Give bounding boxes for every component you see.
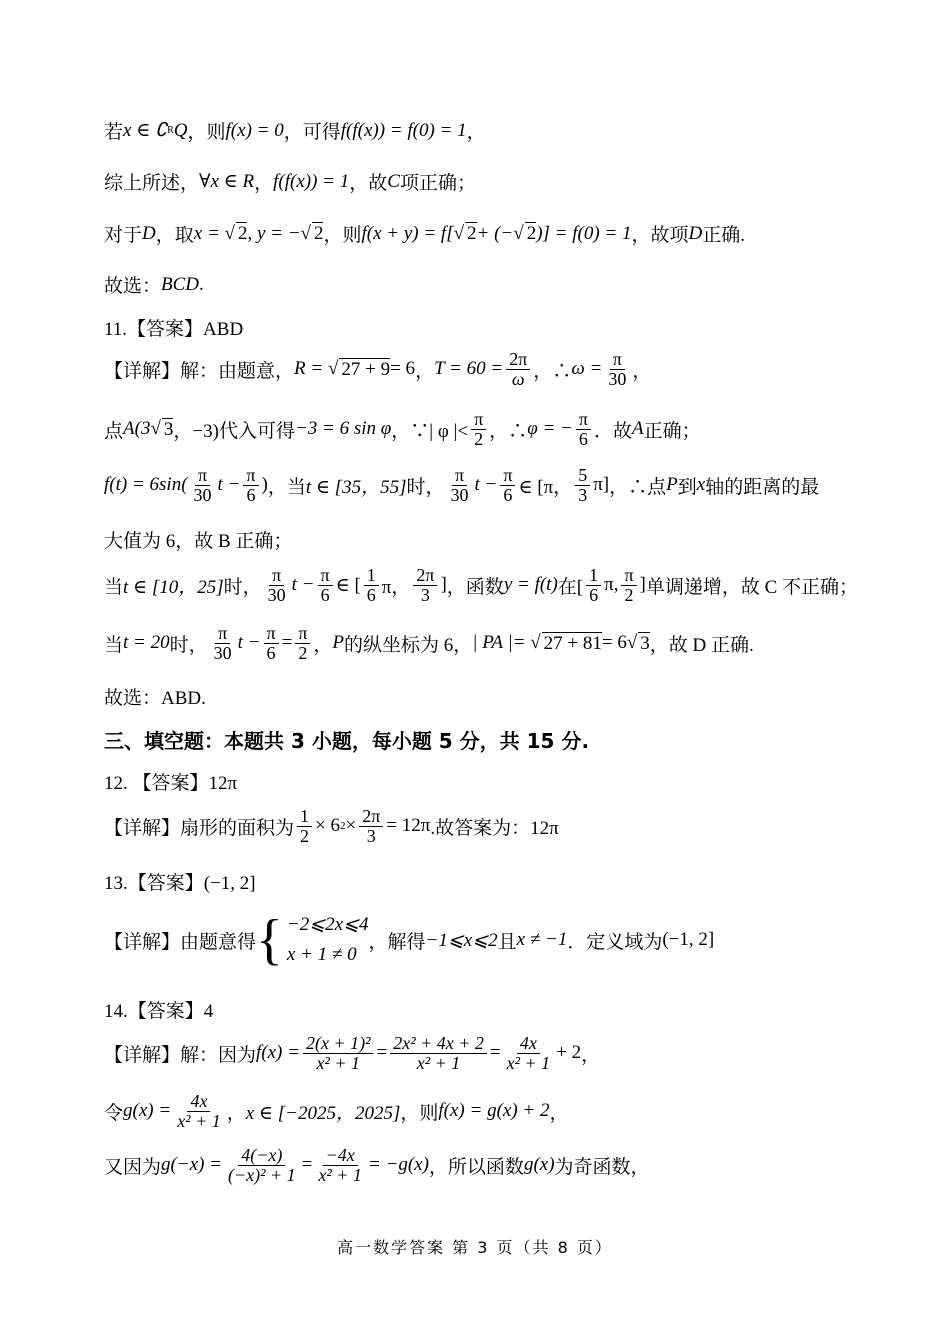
- text: ，: [313, 634, 333, 656]
- fraction: $\frac{\pi}{6}$: [243, 466, 258, 505]
- math: f(x) = g(x) + 2: [438, 1100, 550, 1122]
- text: ，函数: [446, 576, 504, 598]
- text: ．故: [593, 420, 632, 442]
- math: | PA |= √: [472, 632, 541, 654]
- text: .故答案为：12π: [430, 817, 559, 839]
- text: 12. 【答案】12π: [104, 773, 238, 794]
- math: D: [142, 222, 156, 244]
- math: × 6: [315, 815, 340, 837]
- math: P: [666, 474, 678, 496]
- math: =: [301, 1154, 313, 1176]
- math: C: [387, 170, 400, 192]
- math: π]: [593, 474, 610, 496]
- fraction: $\frac{2\pi}{3}$: [359, 807, 383, 846]
- text: ，故 D 正确.: [649, 634, 754, 656]
- math-sup: 2: [339, 820, 346, 833]
- q14-detail-1: [104, 1034, 600, 1073]
- fraction: $\frac{4(-x)}{\text{(−x)² + 1}}$: [228, 1145, 296, 1185]
- text: 11.【答案】ABD: [104, 319, 244, 340]
- text: ，∴: [533, 360, 572, 382]
- text: 当: [104, 576, 124, 598]
- text: 时，: [169, 634, 208, 656]
- math: g(−x) =: [161, 1154, 222, 1176]
- fraction: $\frac{\pi}{2}$: [471, 410, 486, 449]
- math: R = √: [294, 358, 339, 380]
- math: ]: [639, 574, 646, 596]
- text: ，可得: [283, 122, 341, 143]
- math: t ∈ [10，25]: [123, 576, 224, 598]
- text: ，则: [187, 122, 226, 143]
- text: ，: [466, 122, 486, 143]
- math: t −: [237, 632, 261, 654]
- text: 为奇函数，: [554, 1156, 650, 1178]
- text: 且: [497, 931, 517, 953]
- math: −1⩽x⩽2: [425, 929, 498, 951]
- page-footer: 高一数学答案 第 3 页（共 8 页）: [337, 1238, 613, 1257]
- math: 27 + 81: [543, 632, 602, 654]
- math: D: [688, 222, 703, 244]
- fraction: $\frac{\pi}{6}$: [264, 624, 279, 663]
- math: =: [489, 1042, 501, 1064]
- text: 的纵坐标为 6，: [344, 634, 473, 656]
- fraction: $\frac{\text{2x² + 4x + 2}}{\text{x² + 1}}$: [390, 1034, 487, 1073]
- fraction: $\frac{\pi}{30}$: [267, 565, 286, 605]
- text: 正确；: [643, 420, 701, 442]
- math: 2: [313, 223, 324, 244]
- math: 27 + 9: [341, 358, 391, 380]
- fraction: $\frac{2\pi}{3}$: [413, 566, 437, 605]
- text: 【详解】扇形的面积为: [104, 817, 295, 839]
- text: ，∵| φ |<: [391, 420, 469, 442]
- math: t −: [291, 574, 315, 596]
- math: t −: [474, 474, 498, 496]
- q14-detail-2: [104, 1092, 569, 1131]
- math: t ∈ [35，55]: [305, 476, 407, 498]
- text: 【详解】解：因为: [104, 1044, 257, 1066]
- math: ×: [345, 815, 357, 837]
- math: = 6√: [601, 632, 638, 654]
- math: )] = f(0) = 1: [536, 222, 632, 244]
- math: = 12π: [386, 815, 431, 837]
- line-2: [104, 168, 476, 195]
- text: 在[: [557, 576, 584, 598]
- q11-detail-1: [104, 350, 651, 389]
- text: ，故项: [631, 225, 689, 246]
- math: f(x) = 0: [225, 119, 284, 141]
- math: x ∈ ∁: [123, 120, 168, 141]
- text: 三、填空题：本题共 3 小题，每小题 5 分，共 15 分.: [104, 729, 590, 753]
- fraction: $\frac{4x}{\text{x² + 1}}$: [177, 1091, 221, 1131]
- math: =: [281, 632, 293, 654]
- math: =: [376, 1042, 388, 1064]
- q14-answer: [104, 996, 213, 1023]
- math: + 2: [556, 1042, 582, 1064]
- q11-detail-3: [104, 466, 819, 505]
- math: A(3√: [123, 418, 161, 440]
- math: ，−3): [173, 420, 219, 442]
- text: ，取: [155, 225, 194, 246]
- text: ，: [549, 1102, 569, 1124]
- fraction: $\frac{5}{3}$: [575, 466, 590, 505]
- math: ∀x ∈ R: [199, 171, 255, 192]
- fraction: $\frac{\pi}{30}$: [450, 465, 469, 505]
- text: 时，: [223, 576, 262, 598]
- math: x + 1 ≠ 0: [286, 944, 357, 966]
- math: + (−√: [476, 222, 524, 244]
- q11-detail-2: [104, 410, 701, 449]
- math: 3: [640, 632, 650, 654]
- text: ，故: [349, 173, 388, 194]
- math: y = f(t): [503, 574, 558, 596]
- q11-answer: [104, 314, 243, 341]
- math: f(f(x)) = f(0) = 1: [340, 119, 467, 141]
- text: .: [199, 273, 204, 295]
- math: −3 = 6 sin φ: [294, 418, 392, 440]
- text: ，: [226, 1102, 246, 1124]
- math: = 6: [390, 358, 416, 380]
- math: x ∈ [−2025，2025]: [245, 1102, 401, 1124]
- section-title: [104, 725, 589, 754]
- text: 轴的距离的最: [705, 476, 820, 498]
- text: 【详解】由题意得: [104, 931, 257, 953]
- q12-detail: [104, 807, 559, 846]
- fraction: $\frac{4x}{\text{x² + 1}}$: [506, 1033, 551, 1073]
- text: 14.【答案】4: [104, 1001, 214, 1022]
- text: 对于: [104, 225, 143, 246]
- math: f(t) = 6sin(: [104, 474, 188, 496]
- math: (−1, 2]: [662, 929, 715, 951]
- math: 2: [467, 223, 477, 244]
- math: Q: [173, 119, 188, 141]
- text: ，所以函数: [428, 1156, 524, 1178]
- fraction: $\frac{\pi}{6}$: [576, 410, 591, 449]
- q12-answer: [104, 768, 237, 795]
- text: ，: [632, 360, 652, 382]
- math: , y = −√: [247, 222, 311, 244]
- text: ，∴: [489, 420, 528, 442]
- text: 当: [104, 634, 124, 656]
- equation-system: [287, 910, 369, 971]
- math: −2⩽2x⩽4: [286, 914, 369, 935]
- fraction: $\frac{2\pi}{\omega}$: [506, 350, 530, 389]
- math: ]: [440, 574, 447, 596]
- line-3: [104, 220, 745, 247]
- math: ): [261, 474, 268, 496]
- text: ，: [415, 360, 435, 382]
- text: ，则: [400, 1102, 439, 1124]
- fraction: $\frac{1}{2}$: [297, 807, 312, 846]
- text: 13.【答案】(−1, 2]: [104, 873, 256, 894]
- text: ，解得: [368, 931, 426, 953]
- text: 项正确；: [399, 173, 476, 194]
- fraction: $\frac{\text{2(x + 1)²}}{\text{x² + 1}}$: [303, 1034, 374, 1073]
- text: 综上所述，: [104, 173, 200, 194]
- math: x = √: [193, 222, 235, 244]
- q11-detail-4: [104, 526, 292, 553]
- fraction: $\frac{1}{6}$: [586, 566, 601, 605]
- text: 又因为: [104, 1156, 162, 1178]
- math: φ = −: [527, 418, 573, 440]
- text: 故选：: [104, 276, 162, 297]
- text: ，: [254, 173, 274, 194]
- fraction: $\frac{\pi}{6}$: [500, 466, 515, 505]
- math: 2: [237, 223, 248, 244]
- q13-detail: [104, 910, 714, 971]
- math: t = 20: [123, 632, 170, 654]
- text: 正确.: [702, 225, 745, 246]
- math: f(f(x)) = 1: [273, 170, 350, 192]
- q11-detail-5: [104, 566, 858, 605]
- math: f(x) =: [256, 1042, 300, 1064]
- text: 大值为 6，故 B 正确；: [104, 531, 293, 552]
- fraction: $\frac{\pi}{30}$: [193, 465, 212, 505]
- text: ，当: [267, 476, 306, 498]
- text: 单调递增，故 C 不正确；: [645, 576, 859, 598]
- q11-detail-6: [104, 624, 754, 663]
- math: ∈ [: [335, 574, 361, 596]
- fraction: $\frac{\pi}{2}$: [621, 566, 636, 605]
- math: ∈ [π，: [518, 476, 573, 498]
- fraction: $\frac{\pi}{6}$: [318, 566, 333, 605]
- math: g(x) =: [123, 1100, 172, 1122]
- line-4: [104, 271, 204, 298]
- fraction: $\frac{\pi}{30}$: [213, 623, 232, 663]
- text: 若: [104, 122, 124, 143]
- math: = −g(x): [367, 1154, 429, 1176]
- math: π，: [381, 576, 411, 598]
- text: ，则: [323, 225, 362, 246]
- text: ，∴点: [609, 476, 667, 498]
- text: 故选：ABD.: [104, 688, 206, 709]
- text: 到: [677, 476, 697, 498]
- math: x: [696, 474, 706, 496]
- math: ω =: [571, 358, 603, 380]
- fraction: $\frac{-4x}{\text{x² + 1}}$: [318, 1145, 362, 1185]
- q11-detail-7: [104, 683, 206, 710]
- fraction: $\frac{\pi}{30}$: [608, 349, 627, 389]
- text: 时，: [406, 476, 445, 498]
- brace-icon: {: [256, 909, 283, 972]
- math: 2: [526, 223, 537, 244]
- math: f(x + y) = f[√: [361, 222, 465, 244]
- q14-detail-3: [104, 1146, 650, 1185]
- math: P: [332, 632, 345, 654]
- fraction: $\frac{1}{6}$: [364, 566, 379, 605]
- fraction: $\frac{\pi}{2}$: [295, 624, 310, 663]
- math: t −: [217, 474, 241, 496]
- text: 令: [104, 1102, 124, 1124]
- text: 【详解】解：由题意，: [104, 360, 295, 382]
- math: 3: [163, 418, 174, 440]
- math: A: [631, 418, 644, 440]
- math: BCD: [161, 273, 200, 295]
- text: 点: [104, 420, 124, 442]
- q13-answer: [104, 868, 256, 895]
- math: π,: [604, 574, 619, 596]
- math-sub: R: [167, 125, 174, 136]
- text: ，: [581, 1044, 601, 1066]
- line-1: [104, 117, 486, 144]
- math: g(x): [523, 1154, 555, 1176]
- math: T = 60 =: [434, 358, 504, 380]
- text: ．定义域为: [567, 931, 663, 953]
- math: x ≠ −1: [516, 929, 568, 951]
- text: 代入可得: [218, 420, 295, 442]
